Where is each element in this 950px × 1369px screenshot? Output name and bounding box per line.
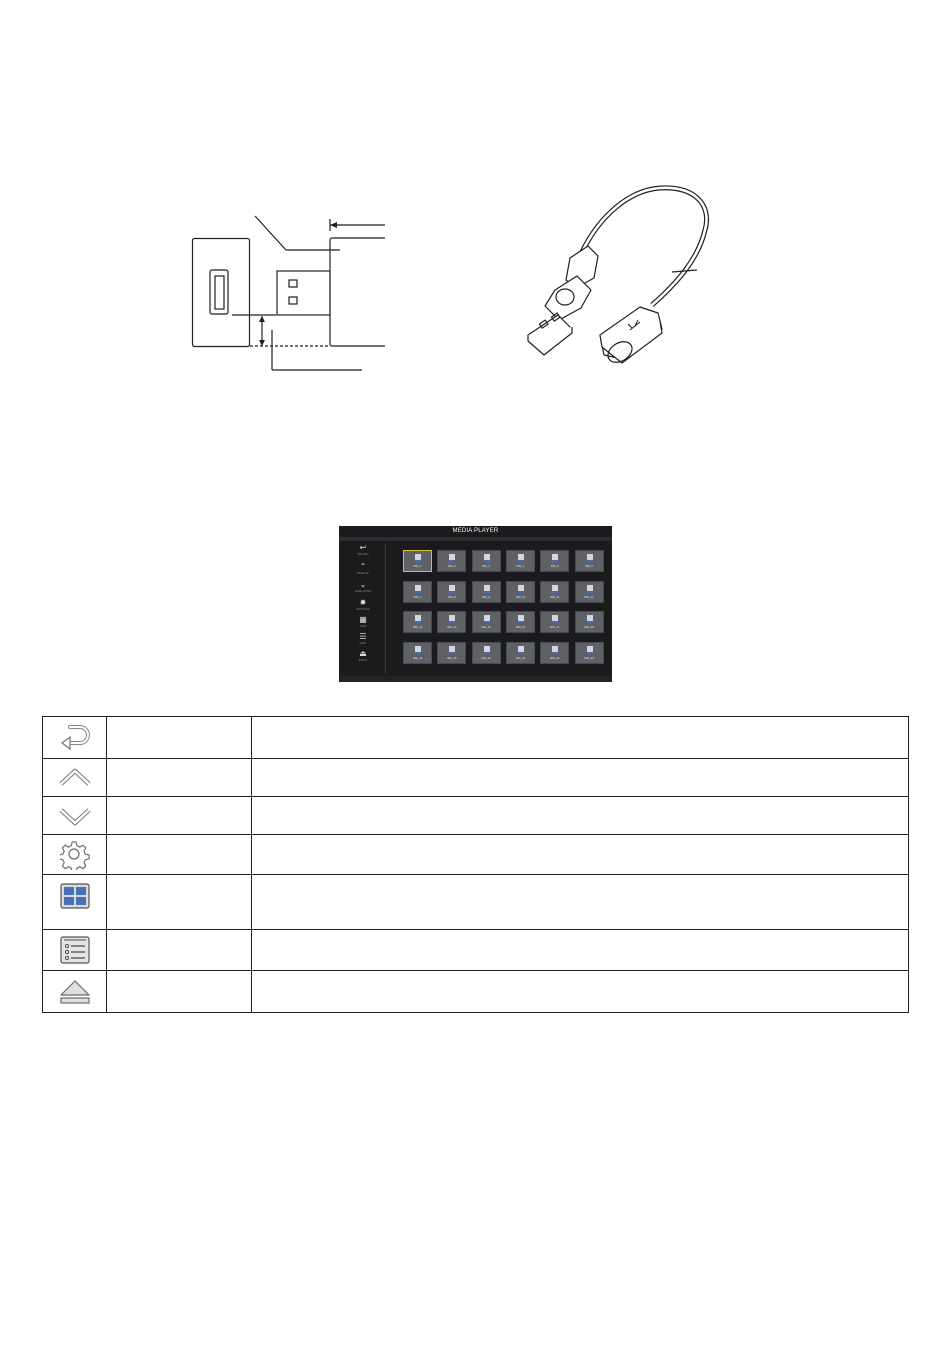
key-description [252,759,909,797]
image-file-icon [518,585,524,593]
thumbnail-item[interactable] [472,581,501,603]
usb-plug [277,271,330,315]
thumbnail-view-icon [60,883,90,909]
chevron-down-icon [58,804,92,828]
list-view-icon [60,936,90,964]
key-description [252,875,909,930]
sidebar-sort-button[interactable] [341,633,385,645]
chevron-down-icon: ⌄ [359,580,367,589]
thumbnail-label: IMG_13 [412,626,423,629]
thumbnail-label: IMG_14 [447,626,457,629]
usb-memory-body [330,238,385,346]
image-file-icon [484,646,490,654]
usb-male-plug [528,246,598,355]
media-player-screenshot [339,526,612,682]
sidebar-return-label: RETURN [357,553,369,556]
thumbnail-label: IMG_2 [447,565,456,568]
thumbnail-item[interactable] [540,550,569,572]
thumbnail-item[interactable] [575,611,604,633]
key-name [107,797,252,835]
key-description [252,930,909,971]
thumbnail-label: IMG_11 [550,595,560,599]
image-file-icon [484,585,490,593]
sidebar-page-down-label: PAGE DOWN [355,590,371,593]
sidebar-view-label: VIEW [359,625,367,628]
image-file-icon [552,554,558,562]
thumbnail-item[interactable] [437,581,466,603]
thumbnail-label: IMG_3 [482,565,490,568]
image-file-icon [587,585,593,593]
image-file-icon [449,554,455,562]
table-row [43,717,909,759]
image-file-icon [484,615,490,623]
image-file-icon [415,615,421,623]
thumbnail-item[interactable] [403,642,432,664]
thumbnail-label: IMG_20 [447,656,457,660]
usb-port-dimension-diagram [185,205,385,380]
cable [582,188,707,305]
key-name [107,875,252,930]
thumbnail-item[interactable] [403,581,432,603]
eject-icon [58,978,92,1006]
image-file-icon [415,646,421,654]
table-row [43,759,909,797]
usb-extension-cable-illustration [520,180,720,375]
key-description [252,971,909,1013]
image-file-icon [449,615,455,623]
image-file-icon [449,585,455,593]
thumbnail-label: IMG_10 [515,595,525,599]
thumbnail-label: IMG_18 [584,626,594,629]
thumbnail-item[interactable] [506,550,535,572]
thumbnail-item[interactable] [437,550,466,572]
thumbnail-label: IMG_7 [413,595,422,599]
thumbnail-label: IMG_23 [550,656,560,660]
sidebar-return-button[interactable] [341,544,385,556]
thumbnail-label: IMG_17 [550,626,560,629]
thumbnail-item[interactable] [540,611,569,633]
image-file-icon [552,585,558,593]
thumbnail-label: IMG_12 [584,595,594,599]
thumbnail-item[interactable] [472,550,501,572]
thumbnail-label: IMG_8 [447,595,456,599]
eject-icon: ⏏ [359,649,367,658]
image-file-icon [449,646,455,654]
sidebar-page-down-button[interactable] [341,581,385,593]
display-side-panel [193,239,250,347]
image-file-icon [415,554,421,562]
thumbnail-label: IMG_1 [413,565,422,568]
key-name [107,930,252,971]
thumbnail-item[interactable] [403,550,432,572]
thumbnail-label: IMG_21 [481,656,491,660]
sidebar-sort-label: SORT [359,642,367,645]
sidebar-page-up-label: PAGE UP [357,572,369,575]
table-row [43,875,909,930]
media-player-path-bar [339,537,612,541]
thumbnail-label: IMG_16 [515,626,525,629]
chevron-up-icon: ⌃ [359,562,367,571]
thumbnail-label: IMG_5 [550,565,559,568]
key-name [107,759,252,797]
thumbnail-item[interactable] [472,611,501,633]
chevron-up-icon [58,766,92,790]
image-file-icon [484,554,490,562]
image-file-icon [587,646,593,654]
thumbnail-item[interactable] [575,581,604,603]
image-file-icon [518,554,524,562]
sidebar-eject-button[interactable] [341,650,385,662]
table-row [43,797,909,835]
thumbnail-item[interactable] [437,611,466,633]
image-file-icon [552,646,558,654]
key-name [107,835,252,875]
usb-port-slot [210,270,228,314]
image-file-icon [518,615,524,623]
thumbnail-item[interactable] [575,550,604,572]
sidebar-settings-label: SETTINGS [356,608,370,611]
thumbnail-label: IMG_6 [585,565,593,568]
table-row [43,971,909,1013]
thumbnail-item[interactable] [506,642,535,664]
thumbnail-label: IMG_24 [584,656,594,660]
thumbnail-label: IMG_4 [516,565,525,568]
list-view-icon: ☰ [359,632,367,641]
thumbnail-item[interactable] [472,642,501,664]
key-description [252,835,909,875]
leader-line-top [255,216,286,250]
icon-key-table [42,716,909,1013]
sidebar-eject-label: EJECT [358,659,368,662]
image-file-icon [587,615,593,623]
thumbnail-item[interactable] [575,642,604,664]
sidebar-view-button[interactable] [341,616,385,628]
image-file-icon [552,615,558,623]
thumbnail-label: IMG_15 [481,626,491,629]
table-row [43,835,909,875]
thumbnail-item[interactable] [506,581,535,603]
key-name [107,971,252,1013]
thumbnail-item[interactable] [506,611,535,633]
image-file-icon [587,554,593,562]
image-file-icon [518,646,524,654]
thumbnail-item[interactable] [437,642,466,664]
media-player-sidebar [341,543,386,674]
gear-icon [60,840,90,870]
return-icon [58,723,92,753]
table-row [43,930,909,971]
usb-female-receptacle [600,307,662,367]
thumbnail-item[interactable] [540,581,569,603]
sidebar-settings-button[interactable] [341,599,385,611]
thumbnail-label: IMG_19 [412,656,423,660]
thumbnail-item[interactable] [540,642,569,664]
media-player-status-bar [339,676,612,682]
key-description [252,717,909,759]
image-file-icon [415,585,421,593]
thumbnail-item[interactable] [403,611,432,633]
gear-icon: ✹ [359,598,367,607]
key-name [107,717,252,759]
return-icon: ↩ [359,543,367,552]
thumbnail-view-icon: ▦ [359,615,367,624]
thumbnail-label: IMG_22 [515,656,525,660]
thumbnail-label: IMG_9 [482,595,490,599]
key-description [252,797,909,835]
sidebar-page-up-button[interactable] [341,563,385,575]
media-player-title: MEDIA PLAYER [452,528,499,534]
